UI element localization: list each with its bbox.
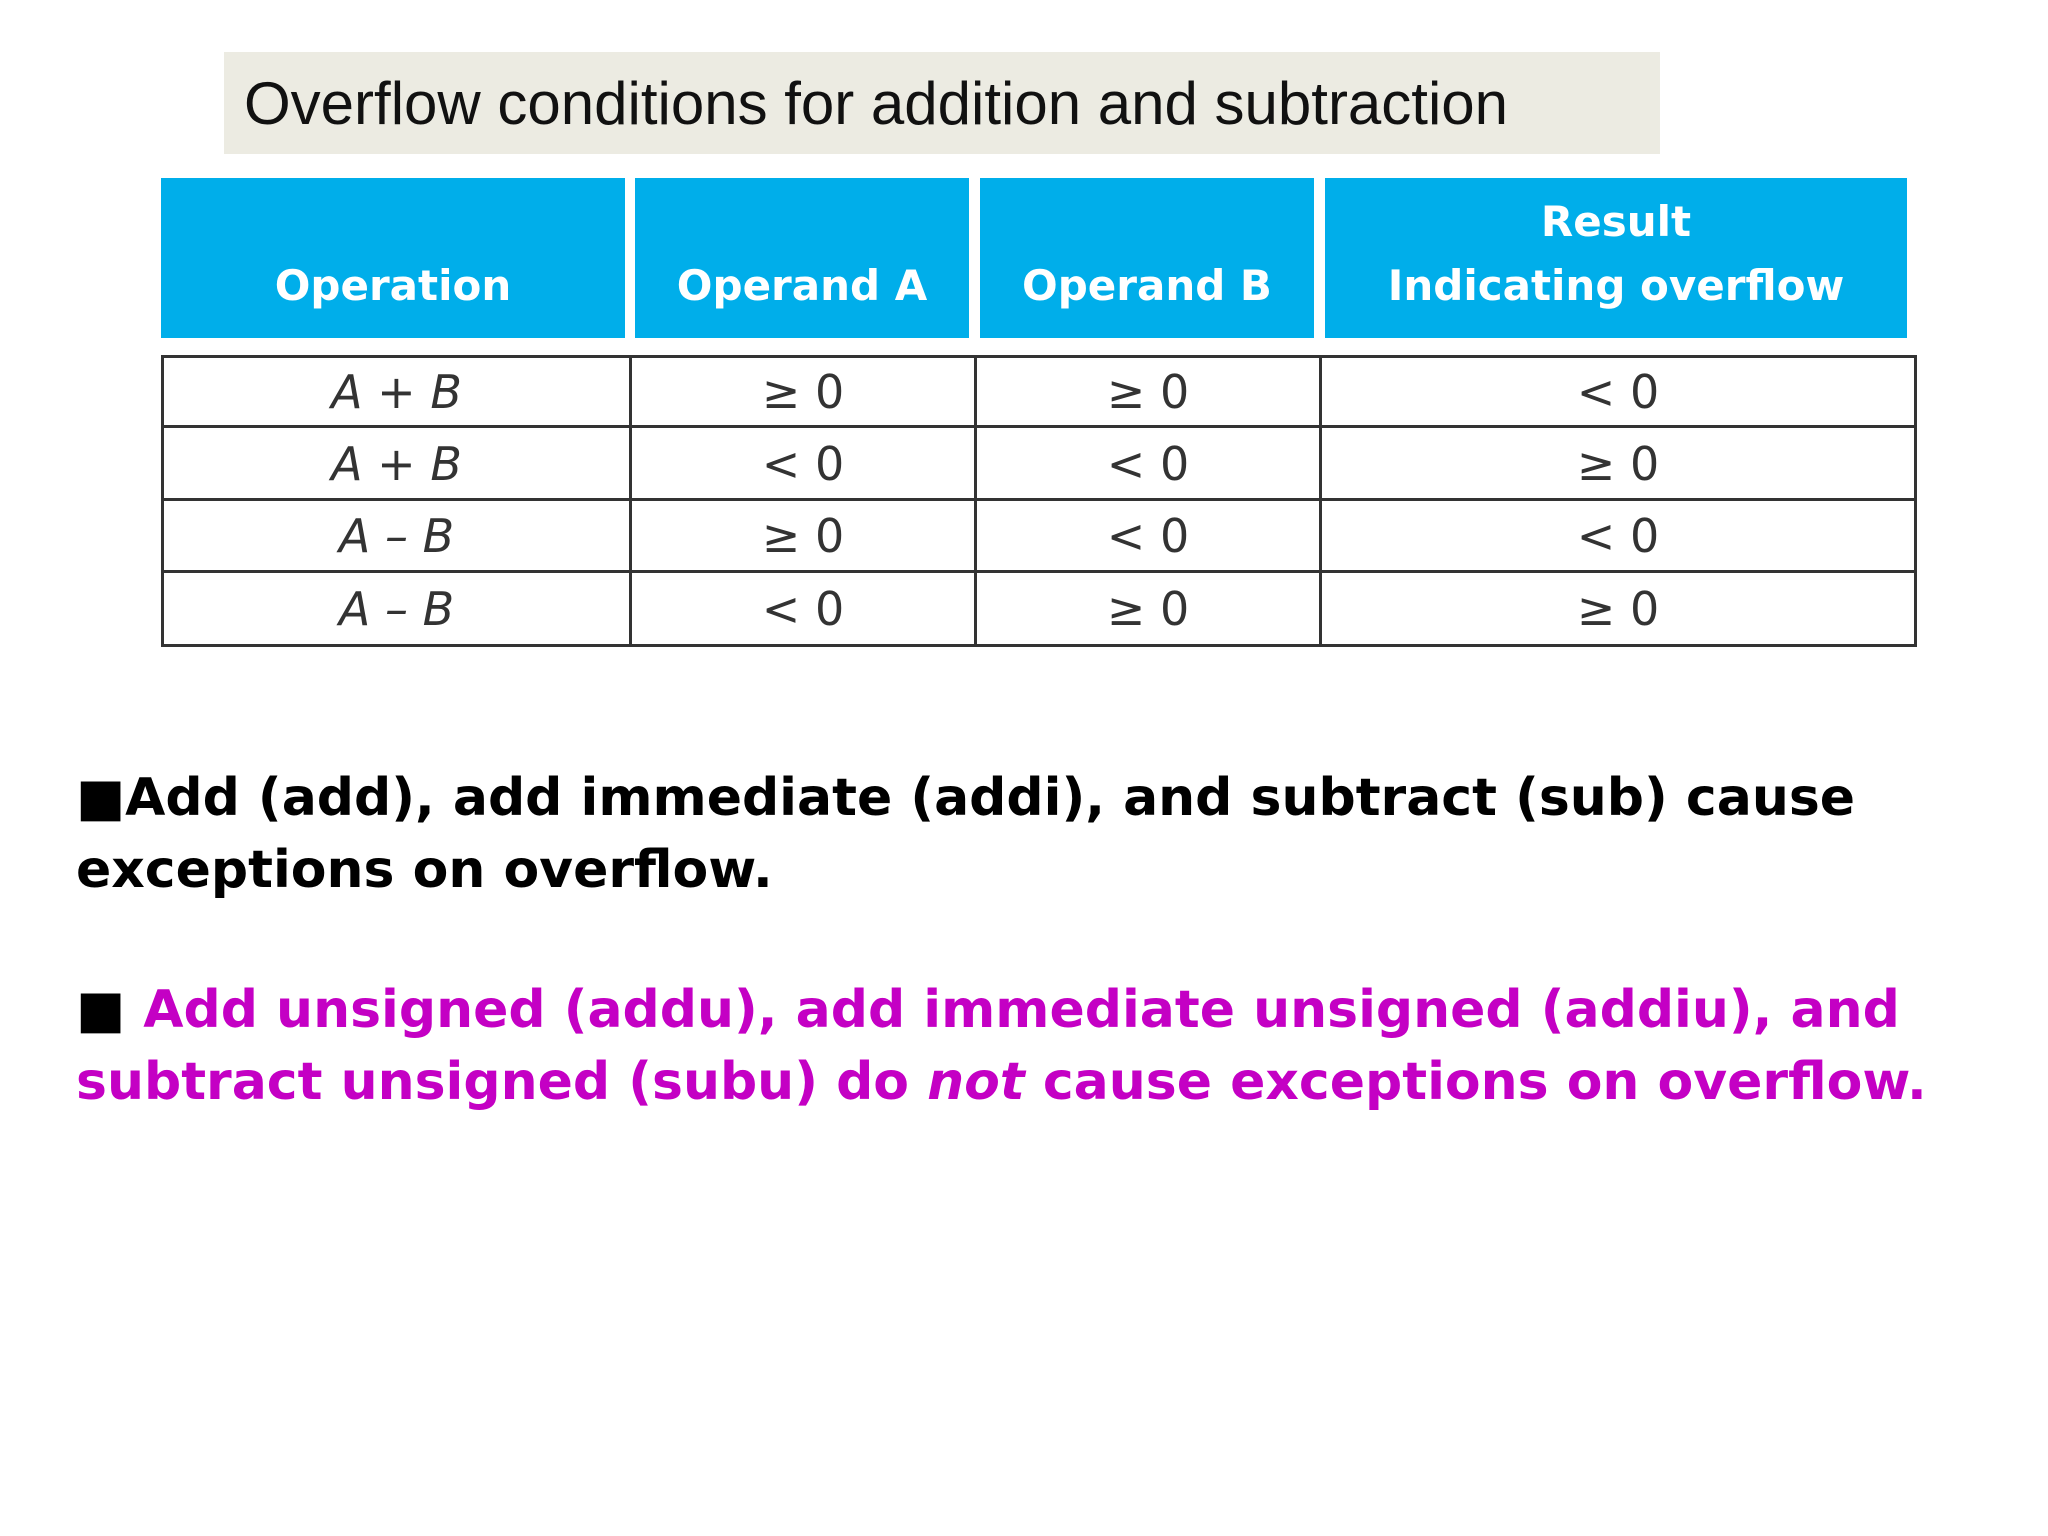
- bullet-square-icon: ■: [76, 980, 126, 1040]
- header-operation-label: Operation: [274, 261, 512, 310]
- table-cell-operand-a: ≥ 0: [761, 509, 845, 563]
- header-operand-b: [980, 178, 1314, 338]
- table-cell-operation: A + B: [331, 437, 462, 491]
- table-cell-operand-a: < 0: [761, 437, 845, 491]
- table-cell-operand-a: ≥ 0: [761, 365, 845, 419]
- header-result-line1: Result: [1540, 197, 1692, 246]
- header-operand-a: [635, 178, 969, 338]
- table-cell-operand-a: < 0: [761, 582, 845, 636]
- header-operand-b-label: Operand B: [1022, 261, 1272, 310]
- slide-title: Overflow conditions for addition and subtraction: [244, 69, 1509, 137]
- table-cell-operation: A – B: [338, 509, 455, 563]
- bullet-item-signed: [76, 762, 1976, 906]
- table-cell-operand-b: < 0: [1106, 437, 1190, 491]
- table-cell-operand-b: < 0: [1106, 509, 1190, 563]
- table-cell-operand-b: ≥ 0: [1106, 365, 1190, 419]
- table-cell-result: < 0: [1576, 365, 1660, 419]
- table-cell-result: < 0: [1576, 509, 1660, 563]
- table-cell-result: ≥ 0: [1576, 437, 1660, 491]
- bullet-text-emphasis: not: [927, 1052, 1025, 1112]
- bullet-text-unsigned-end: cause exceptions on overflow.: [1024, 1052, 1927, 1112]
- bullet-text-unsigned-start: Add unsigned (addu), add immediate unsigned (addiu), and subtract unsigned (subu) do: [76, 980, 1900, 1112]
- header-result-line2: Indicating overflow: [1387, 261, 1845, 310]
- bullet-item-unsigned: [76, 974, 1976, 1118]
- table-cell-operation: A – B: [338, 582, 455, 636]
- table-cell-operation: A + B: [331, 365, 462, 419]
- header-result: [1325, 178, 1907, 338]
- bullet-square-icon: ■: [76, 768, 126, 828]
- header-operation: [161, 178, 625, 338]
- header-operand-a-label: Operand A: [676, 261, 928, 310]
- table-cell-operand-b: ≥ 0: [1106, 582, 1190, 636]
- bullet-text-signed: Add (add), add immediate (addi), and subtract (sub) cause exceptions on overflow.: [76, 768, 1856, 900]
- table-cell-result: ≥ 0: [1576, 582, 1660, 636]
- title-box: [224, 52, 1660, 154]
- bullet-list: [76, 762, 1976, 1118]
